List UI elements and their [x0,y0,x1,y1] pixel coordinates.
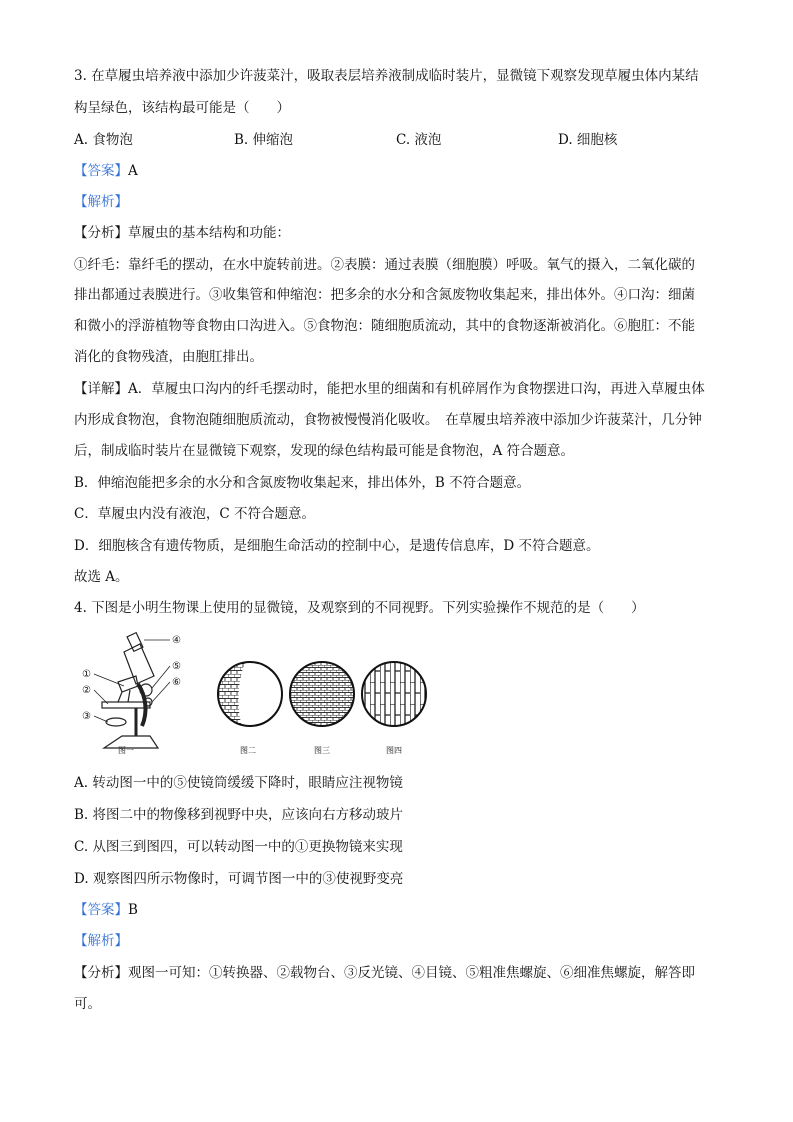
q4-answer-value: B [128,902,138,918]
q4-analysis-tag: 【解析】 [74,933,128,949]
q3-option-d: D. 细胞核 [558,132,618,148]
q3-analysis-line: 消化的食物残渣，由胞肛排出。 [74,349,263,365]
figure-2-label: 图二 [240,746,256,755]
q3-answer-tag: 【答案】 [74,163,128,179]
callout-2: ② [82,685,91,696]
callout-6: ⑥ [172,677,181,688]
q3-answer [74,162,138,180]
q4-stem: 4. 下图是小明生物课上使用的显微镜，及观察到的不同视野。下列实验操作不规范的是（ ） [74,600,645,616]
q3-detail-line: 内形成食物泡，食物泡随细胞质流动，食物被慢慢消化吸收。 在草履虫培养液中添加少许菠菜汁，几分钟 [74,412,702,428]
q3-analysis-head-text: 草履虫的基本结构和功能： [128,225,290,241]
q3-analysis-head [74,224,290,242]
view-field-3 [288,660,356,728]
q3-stem-line-2: 构呈绿色，该结构最可能是（ ） [74,100,290,116]
q4-analysis-text: 观图一可知：①转换器、②载物台、③反光镜、④目镜、⑤粗准焦螺旋、⑥细准焦螺旋，解答即 [128,965,695,981]
q3-analysis-head-tag: 【分析】 [74,225,128,241]
figure-1-label: 图一 [118,746,134,755]
q4-option-b: B. 将图二中的物像移到视野中央，应该向右方移动玻片 [74,807,404,823]
q3-detail-text: A．草履虫口沟内的纤毛摆动时，能把水里的细菌和有机碎屑作为食物摆进口沟，再进入草履虫体 [128,381,705,397]
q3-answer-value: A [128,163,138,179]
figure-3-label: 图三 [314,746,330,755]
q3-detail-line: 后，制成临时装片在显微镜下观察，发现的绿色结构最可能是食物泡，A 符合题意。 [74,443,575,459]
q3-option-c: C. 液泡 [396,132,442,148]
view-field-4 [360,660,428,728]
microscope-figure [74,630,434,760]
callout-1: ① [82,669,91,680]
q3-option-a: A. 食物泡 [74,132,133,148]
callout-3: ③ [82,711,91,722]
q3-conclusion: 故选 A。 [74,569,129,585]
q4-option-c: C. 从图三到图四，可以转动图一中的①更换物镜来实现 [74,839,403,855]
q3-detail-line: C．草履虫内没有液泡，C 不符合题意。 [74,506,315,522]
q3-detail-line-1 [74,380,705,398]
q4-analysis-line-2: 可。 [74,996,101,1012]
q4-option-a: A. 转动图一中的⑤使镜筒缓缓下降时，眼睛应注视物镜 [74,775,403,791]
q3-detail-line: D．细胞核含有遗传物质，是细胞生命活动的控制中心，是遗传信息库，D 不符合题意。 [74,538,600,554]
q3-option-b: B. 伸缩泡 [234,132,294,148]
callout-4: ④ [172,635,181,646]
microscope-drawing [74,630,204,760]
q3-detail-line: B．伸缩泡能把多余的水分和含氮废物收集起来，排出体外，B 不符合题意。 [74,475,531,491]
callout-5: ⑤ [172,661,181,672]
q4-answer [74,901,138,919]
q3-analysis-tag: 【解析】 [74,194,128,210]
q3-analysis-line: ①纤毛：靠纤毛的摆动，在水中旋转前进。②表膜：通过表膜（细胞膜）呼吸。氧气的摄入，二氧化碳的 [74,257,695,273]
q4-analysis-head-tag: 【分析】 [74,965,128,981]
q3-stem-line-1: 3. 在草履虫培养液中添加少许菠菜汁，吸取表层培养液制成临时装片，显微镜下观察发现草履虫体内某结 [74,68,699,84]
q4-option-d: D. 观察图四所示物像时，可调节图一中的③使视野变亮 [74,871,404,887]
figure-4-label: 图四 [386,746,402,755]
q4-answer-tag: 【答案】 [74,902,128,918]
q3-detail-tag: 【详解】 [74,381,128,397]
q4-analysis-line-1 [74,964,695,982]
q3-analysis-line: 排出都通过表膜进行。③收集管和伸缩泡：把多余的水分和含氮废物收集起来，排出体外。④口沟：细菌 [74,287,695,303]
q3-analysis-line: 和微小的浮游植物等食物由口沟进入。⑤食物泡：随细胞质流动，其中的食物逐渐被消化。⑥胞肛：不能 [74,318,695,334]
view-field-2 [216,660,284,728]
